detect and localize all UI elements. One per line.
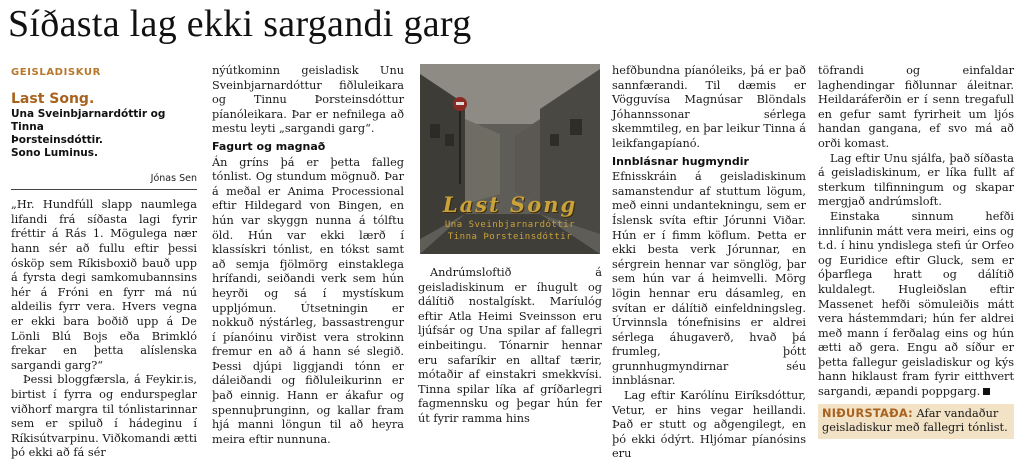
subheading: Fagurt og magnað	[212, 139, 326, 153]
cover-artist-2: Tinna Þorsteinsdóttir	[447, 232, 573, 242]
review-artists-line-1: Una Sveinbjarnardóttir og Tinna	[11, 107, 166, 133]
column-1	[11, 64, 197, 461]
cover-title: Last Song	[442, 192, 578, 217]
headline: Síðasta lag ekki sargandi garg	[8, 3, 472, 45]
cover-artist-1: Una Sveinbjarnardóttir	[444, 220, 576, 230]
paragraph-quote: „Hr. Hundfúll slapp naumlega lifandi frá síðasta lagi fyrir fréttir á Rás 1. Mögulega nær hann sér að fullu eftir þessi ósköp sem Ríkisboxið bauð upp á fyrsta degi samkomubannsins hér á Fróni en fyrr má nú aldeilis fyrr vera. Hvers vegna er ekki bara boðið upp á De Lönli Blú Bojs eða Brimkló frekar en þetta alíslenska sargandi garg?“	[11, 198, 197, 372]
paragraph: Efnisskráin á geisladiskinum samanstendur af stuttum lögum, með einni undantekningu, sem er Íslensk svíta eftir Jórunni Viðar. Hún er í fimm köflum. Þetta er ekki besta verk Jórunnar, en sérgrein hennar var sönglög, þar sem hún var á heimvelli. Mörg lögin hennar eru dásamleg, en svítan er dálítið einfeldningsleg. Úrvinnsla tónefnisins er aldrei sérlega áhugaverð, hvað þá frumleg, þótt grunnhugmyndirnar séu innblásnar.	[612, 170, 806, 388]
column-4	[612, 64, 806, 462]
paragraph: Án gríns þá er þetta falleg tónlist. Og stundum mögnuð. Þar á meðal er Anima Processional eftir Hildegard von Bingen, en hún var skyggn nunna á tólftu öld. Hún var ekki lærð í klassískri tónlist, en tókst samt að semja fjölmörg einstaklega hrífandi, seiðandi verk sem hún heyrði og sá í mystískum uppljómun. Útsetningin er nokkuð nýstárleg, bassastrengur í píanóinu virðist vera strokinn fremur en að á hann sé slegið. Þessi djúpi liggjandi tónn er dáleiðandi og fiðluleikurinn er það einnig. Hann er ákafur og spennuþrunginn, og kallar fram hjá manni löngun til að heyra meira eftir nunnuna.	[212, 155, 404, 446]
subheading: Innblásnar hugmyndir	[612, 154, 749, 168]
column-3	[418, 266, 602, 427]
verdict-box	[818, 404, 1014, 439]
paragraph: Lag eftir Unu sjálfa, það síðasta á geisladiskinum, er líka fullt af sterkum tilfinningum og skapar mergjað andrúmsloft.	[818, 151, 1014, 209]
paragraph: hefðbundna píanóleiks, þá er það sannfærandi. Til dæmis er Vögguvísa Magnúsar Blöndals Jóhannssonar sérlega skemmtileg, en þar leikur Tinna á leikfangapíanó.	[612, 64, 806, 150]
album-cover-image	[420, 64, 600, 254]
verdict-text: Afar vandaður geisladiskur með fallegri tónlist.	[822, 406, 1008, 435]
review-title: Last Song.	[11, 90, 95, 107]
review-artists-line-2: Þorsteinsdóttir.	[11, 133, 103, 146]
paragraph: töfrandi og einfaldar laghendingar fiðlunnar áleitnar. Heildaráferðin er í senn tregafull en gefur samt fyrirheit um ljós handan gangana, ef svo má að orði komast.	[818, 64, 1014, 150]
verdict-label: NIÐURSTAÐA:	[822, 406, 913, 420]
column-5	[818, 64, 1014, 439]
review-label: Sono Luminus.	[11, 146, 99, 159]
end-mark	[983, 388, 990, 395]
paragraph: Lag eftir Karólínu Eiríksdóttur, Vetur, er hins vegar heillandi. Það er stutt og aðgengilegt, en þó ekki ódýrt. Hljómar píanósins eru	[612, 389, 806, 461]
column-2	[212, 64, 404, 447]
paragraph-text: Einstaka sinnum hefði innlifunin mátt vera meiri, eins og t.d. í hinu yndislega stefi úr Orfeo og Euridice eftir Gluck, sem er óþarflega hratt og dálítið kuldalegt. Hugleiðslan eftir Massenet hefði sömuleiðis mátt vera hástemmdari; hún fer aldrei með mann í ferðalag eins og hún ætti að gera. Engu að síður er þetta fallegur geisladiskur og kýs hann hiklaust fram fyrir eitthvert sargandi, æpandi poppgarg.	[818, 209, 1014, 399]
paragraph: nýútkominn geisladisk Unu Sveinbjarnardóttur fiðluleikara og Tinnu Þorsteinsdóttur píanóleikara. Þar er nefnilega að mestu leyti „sargandi garg“.	[212, 64, 404, 136]
paragraph: Andrúmsloftið á geisladiskinum er íhugult og dálítið nostalgískt. Maríulóg eftir Atla Heimi Sveinsson eru ljúfsár og Una spilar af fallegri einbeitingu. Tónarnir hennar eru safaríkir en alltaf tærir, mótaðir af einstakri smekkvísi. Tinna spilar líka af gríðarlegri fagmennsku og þegar hún fer út fyrir ramma hins	[418, 266, 602, 425]
paragraph	[818, 210, 1014, 400]
paragraph: Þessi bloggfærsla, á Feykir.is, birtist í fyrra og endurspeglar viðhorf margra til tónlistarinnar sem er spiluð í hádeginu í Ríkisútvarpinu. Viðkomandi ætti þó ekki að fá sér	[11, 373, 197, 460]
author-byline: Jónas Sen	[11, 172, 197, 191]
section-kicker: GEISLADISKUR	[11, 67, 101, 78]
